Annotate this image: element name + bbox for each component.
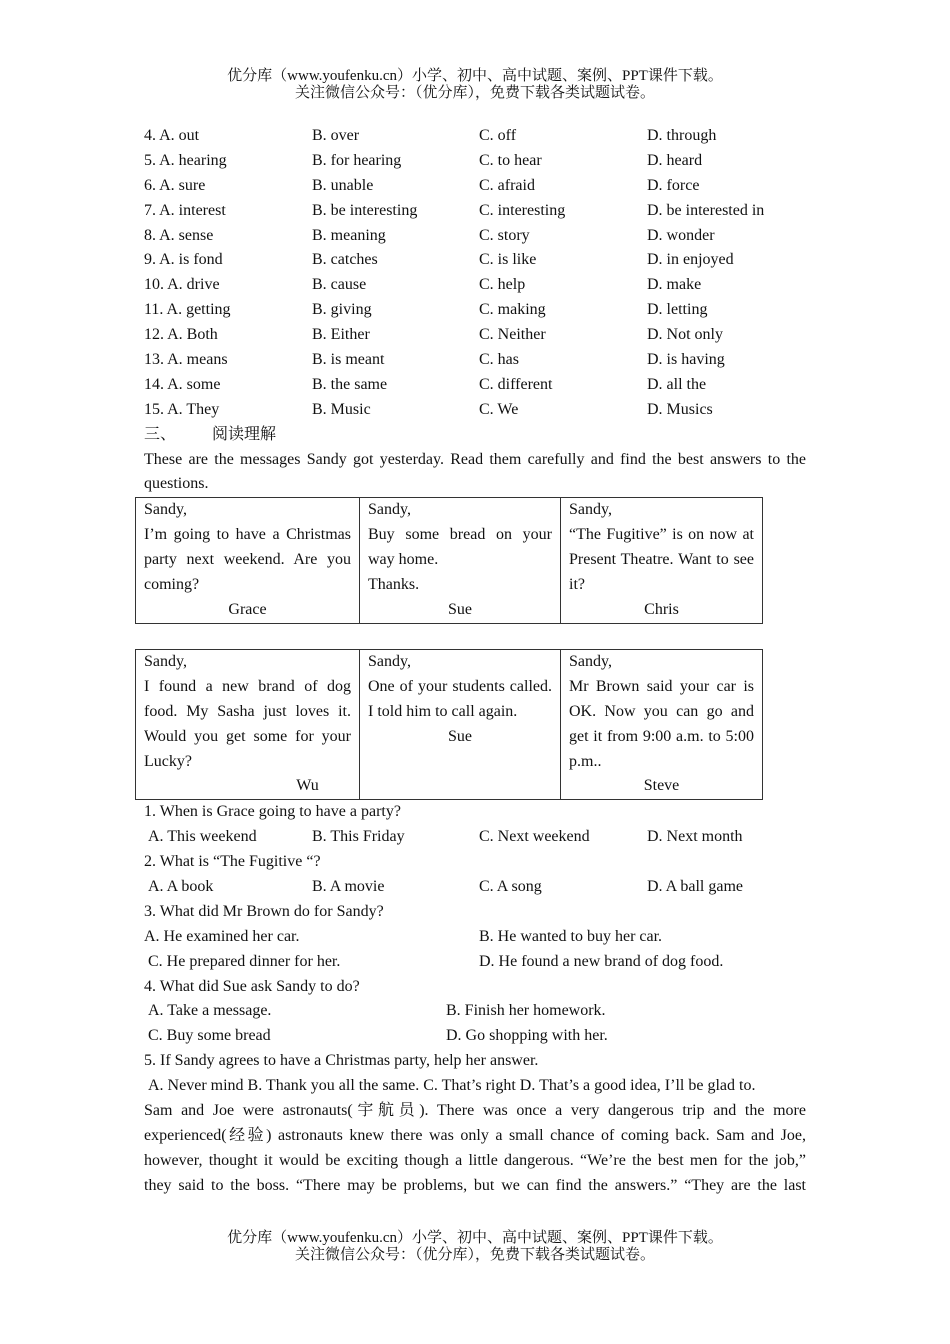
reading-passage [144,1099,806,1199]
option-d: D. wonder [647,226,715,244]
passage-line: they said to the boss. “There may be problems, but we can find the answers.” “They are the last [144,1176,806,1194]
question-stem: 1. When is Grace going to have a party? [144,803,401,821]
message-thanks: Thanks. [368,576,420,594]
question-3-options-cd [144,950,806,975]
question-stem: 2. What is “The Fugitive “? [144,853,321,871]
option-d: D. is having [647,351,725,369]
question-number-a: 14. A. some [144,375,221,393]
question-number-a: 6. A. sure [144,176,206,194]
option-c: C. different [479,375,553,393]
question-stem: 3. What did Mr Brown do for Sandy? [144,902,384,920]
question-1-options [144,825,806,850]
question-number-a: 9. A. is fond [144,251,223,269]
message-body: “The Fugitive” is on now at Present Theatre. Want to see it? [569,526,754,594]
question-4 [144,975,806,1000]
message-body: Buy some bread on your way home. [368,526,552,569]
option-d: D. heard [647,151,703,169]
question-3 [144,900,806,925]
message-recipient: Sandy, [368,501,411,519]
option-c: C. has [479,351,519,369]
option-b: B. He wanted to buy her car. [479,927,663,945]
header-line-1: 优分库（www.youfenku.cn）小学、初中、高中试题、案例、PPT课件下载。 [227,68,723,84]
option-row [144,323,806,348]
passage-line: Sam and Joe were astronauts(宇航员). There was once a very dangerous trip and the more [144,1102,806,1120]
message-sender: Chris [644,601,679,619]
option-b: B. for hearing [312,151,402,169]
option-a: A. He examined her car. [144,927,300,945]
message-body: One of your students called. I told him to call again. [368,677,552,720]
question-number-a: 13. A. means [144,351,228,369]
option-row [144,348,806,373]
option-d: D. force [647,176,700,194]
option-d: D. be interested in [647,201,765,219]
option-c: C. Next weekend [479,828,590,846]
message-table-1 [135,497,763,624]
question-4-options-ab [144,999,806,1024]
option-c: C. to hear [479,151,542,169]
question-number-a: 12. A. Both [144,326,218,344]
option-row [144,224,806,249]
option-b: B. the same [312,375,388,393]
option-d: D. through [647,127,717,144]
option-c: C. interesting [479,201,566,219]
message-body: I’m going to have a Christmas party next weekend. Are you coming? [144,526,351,594]
option-a: A. Take a message. [148,1002,272,1020]
option-b: B. A movie [312,878,385,896]
message-sender: Sue [448,601,472,619]
question-2-options [144,875,806,900]
header-line-2: 关注微信公众号：（优分库），免费下载各类试题试卷。 [294,85,655,101]
option-row [144,398,806,423]
question-number-a: 4. A. out [144,127,200,144]
option-b: B. Music [312,400,371,418]
question-number-a: 10. A. drive [144,276,220,294]
option-row [144,199,806,224]
option-row [144,373,806,398]
option-d: D. Go shopping with her. [446,1027,608,1045]
footer-line-1: 优分库（www.youfenku.cn）小学、初中、高中试题、案例、PPT课件下载。 [227,1230,723,1246]
message-sender: Grace [228,601,267,619]
question-number-a: 15. A. They [144,400,220,418]
passage-line: however, thought it would be exciting though a little dangerous. “We’re the best men for the job,” [144,1151,806,1169]
question-4-options-cd [144,1024,806,1049]
question-number-a: 5. A. hearing [144,151,227,169]
option-line: A. Never mind B. Thank you all the same. C. That’s right D. That’s a good idea, I’ll be glad to. [148,1077,756,1095]
option-c: C. A song [479,878,542,896]
message-body: Mr Brown said your car is OK. Now you can go and get it from 9:00 a.m. to 5:00 p.m.. [569,677,754,770]
option-row [144,298,806,323]
question-1 [144,800,806,825]
option-d: D. A ball game [647,878,743,896]
question-stem: 4. What did Sue ask Sandy to do? [144,977,360,995]
message-card-steve [561,649,763,799]
option-d: D. all the [647,375,707,393]
option-c: C. is like [479,251,537,269]
message-card-chris [561,498,763,624]
option-b: B. giving [312,301,372,319]
option-d: D. letting [647,301,708,319]
page-footer [0,1230,950,1264]
option-b: B. catches [312,251,378,269]
option-a: A. A book [148,878,214,896]
message-recipient: Sandy, [144,652,187,670]
question-5-options [144,1074,806,1099]
option-b: B. over [312,127,360,144]
option-c: C. Neither [479,326,546,344]
option-d: D. Not only [647,326,723,344]
option-c: C. making [479,301,546,319]
option-d: D. He found a new brand of dog food. [479,952,724,970]
option-b: B. meaning [312,226,386,244]
footer-line-2: 关注微信公众号：（优分库），免费下载各类试题试卷。 [294,1247,655,1263]
section-heading [144,423,806,448]
option-c: C. help [479,276,526,294]
section-title: 阅读理解 [212,425,277,443]
option-b: B. Either [312,326,370,344]
option-row [144,273,806,298]
question-3-options-ab [144,925,806,950]
option-c: C. He prepared dinner for her. [148,952,341,970]
option-b: B. be interesting [312,201,418,219]
option-a: A. This weekend [148,828,257,846]
option-b: B. This Friday [312,828,405,846]
option-d: D. make [647,276,702,294]
question-2 [144,850,806,875]
option-c: C. We [479,400,519,418]
question-number-a: 11. A. getting [144,301,231,319]
question-number-a: 8. A. sense [144,226,214,244]
message-body: I found a new brand of dog food. My Sasha just loves it. Would you get some for your Lucky? [144,677,351,770]
question-stem: 5. If Sandy agrees to have a Christmas party, help her answer. [144,1052,539,1070]
option-row [144,248,806,273]
option-b: B. is meant [312,351,385,369]
message-sender: Wu [296,777,319,795]
message-recipient: Sandy, [569,501,612,519]
message-recipient: Sandy, [144,501,187,519]
message-recipient: Sandy, [569,652,612,670]
option-b: B. cause [312,276,367,294]
option-c: C. afraid [479,176,535,194]
option-c: C. Buy some bread [148,1027,271,1045]
option-d: D. in enjoyed [647,251,734,269]
message-sender: Steve [643,777,680,795]
option-c: C. off [479,127,517,144]
option-d: D. Musics [647,400,713,418]
question-5 [144,1049,806,1074]
option-b: B. unable [312,176,374,194]
option-row [144,149,806,174]
option-list [144,124,806,423]
reading-intro: These are the messages Sandy got yesterday. Read them carefully and find the best answers to the questions. [144,450,806,493]
message-recipient: Sandy, [368,652,411,670]
page-header [0,68,950,102]
option-d: D. Next month [647,828,743,846]
passage-line: experienced(经验) astronauts knew there was only a small chance of coming back. Sam and Joe, [144,1126,806,1144]
message-table-2 [135,649,763,800]
option-row [144,174,806,199]
option-row [144,124,806,149]
section-number: 三、 [144,425,177,443]
message-card-grace [136,498,360,624]
message-card-wu [136,649,360,799]
message-card-sue-call [360,649,561,799]
worksheet-content [144,124,806,1199]
option-c: C. story [479,226,530,244]
question-number-a: 7. A. interest [144,201,226,219]
message-sender: Sue [448,727,472,745]
message-card-sue-bread [360,498,561,624]
option-b: B. Finish her homework. [446,1002,606,1020]
